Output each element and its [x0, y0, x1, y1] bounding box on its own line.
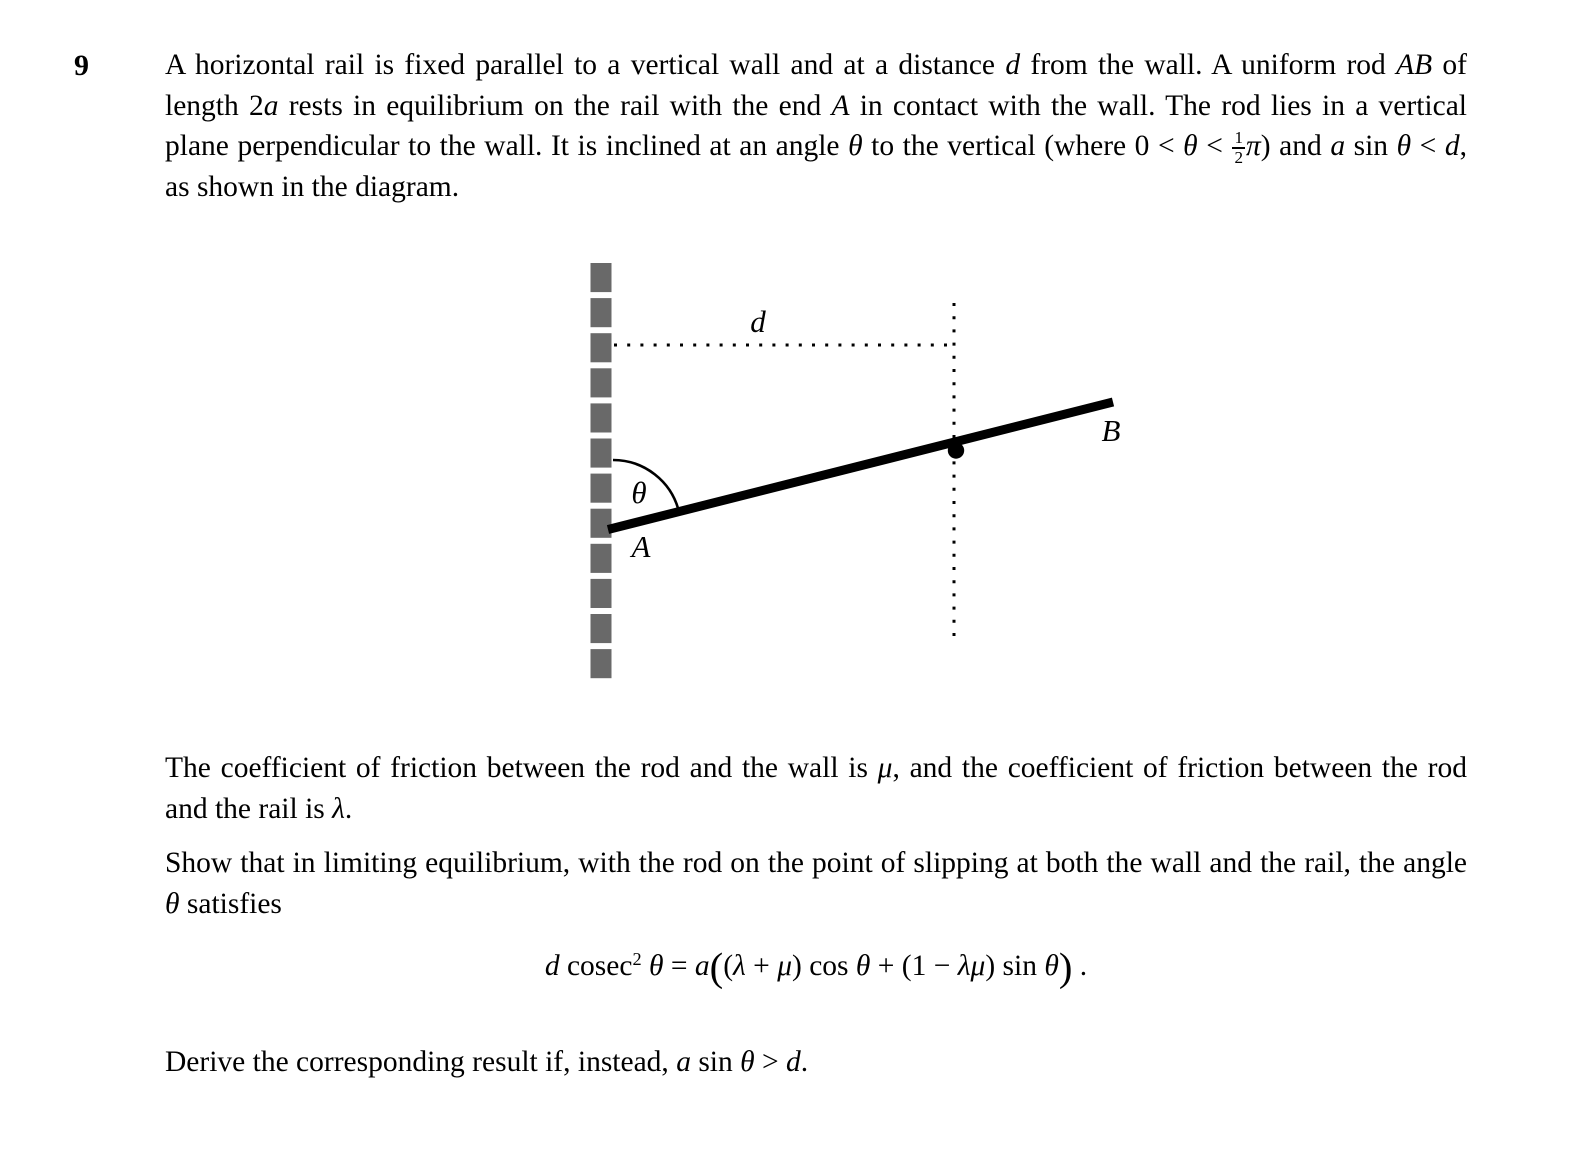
text-run: a: [263, 89, 279, 122]
text-run: λ: [332, 792, 345, 825]
wall-segment: [591, 439, 612, 468]
text-run: , as shown in the diagram.: [165, 130, 1468, 204]
text-run: ) cos: [792, 950, 856, 982]
text-run: to the vertical (where 0 <: [862, 130, 1184, 162]
text-run: <: [1411, 130, 1445, 162]
text-run: d: [1444, 130, 1460, 162]
wall-segment: [591, 368, 612, 397]
text-run: >: [754, 1046, 787, 1078]
text-run: θ: [855, 950, 871, 982]
text-run: .: [800, 1046, 809, 1078]
text-run: a: [1330, 130, 1346, 162]
text-run: ): [1058, 944, 1073, 990]
text-run: a: [676, 1046, 691, 1078]
text-run: ) sin: [985, 950, 1045, 982]
wall-segment: [591, 263, 612, 292]
text-run: λ: [733, 950, 746, 982]
end-b-label: B: [1101, 413, 1121, 448]
text-run: (: [723, 950, 734, 982]
text-run: in contact with the wall. The rod lies in a vertical plane perpendicular to the wall. It is inclined at an angle: [165, 89, 1467, 162]
show-paragraph: [165, 843, 1467, 924]
text-run: μ: [877, 752, 893, 784]
text-run: .: [344, 792, 353, 825]
wall-segment: [591, 298, 612, 327]
text-run: Show that in limiting equilibrium, with the rod on the point of slipping at both the wall and the rail, the angle: [165, 847, 1467, 879]
text-run: AB: [1396, 49, 1433, 81]
text-run: a: [694, 950, 710, 982]
text-run: θ: [1183, 130, 1198, 162]
text-run: $\frac{1}{2}$: [1234, 128, 1243, 168]
text-run: rests in equilibrium on the rail with the end: [278, 89, 832, 122]
text-run: A horizontal rail is fixed parallel to a vertical wall and at a distance: [165, 49, 1006, 81]
text-run: sin: [1345, 130, 1397, 162]
derive-paragraph: [165, 1042, 1467, 1083]
wall-segment: [591, 474, 612, 503]
text-run: +: [745, 950, 778, 982]
diagram: [555, 250, 1205, 690]
wall-segment: [591, 579, 612, 608]
text-run: The coefficient of friction between the rod and the wall is: [165, 752, 878, 784]
text-run: d: [1005, 49, 1021, 81]
text-run: + (1 −: [870, 950, 958, 982]
text-run: d: [544, 950, 560, 982]
distance-label: d: [750, 304, 766, 339]
wall-segment: [591, 614, 612, 643]
text-run: from the wall. A uniform rod: [1020, 49, 1397, 81]
text-run: Derive the corresponding result if, instead,: [165, 1046, 677, 1078]
text-run: θ: [740, 1046, 755, 1078]
display-equation: [165, 944, 1467, 990]
text-run: θ: [641, 950, 664, 982]
text-run: <: [1197, 130, 1232, 162]
rod-ab: [608, 402, 1113, 530]
wall-segment: [591, 509, 612, 538]
question-number: 9: [74, 49, 89, 82]
text-run: cosec: [559, 950, 633, 982]
friction-paragraph: [165, 748, 1467, 829]
text-run: d: [786, 1046, 801, 1078]
end-a-label: A: [631, 529, 651, 564]
rail-contact-dot: [948, 442, 964, 458]
wall-segment: [591, 649, 612, 678]
text-run: μ: [777, 950, 792, 982]
text-run: =: [663, 950, 695, 982]
wall-hatching: [591, 263, 612, 678]
wall-segment: [591, 544, 612, 573]
wall-segment: [591, 403, 612, 432]
text-run: θ: [1044, 950, 1059, 982]
text-run: (: [709, 944, 724, 990]
text-run: sin: [690, 1046, 741, 1078]
text-run: θ: [165, 887, 180, 920]
text-run: λμ: [957, 950, 986, 982]
text-run: θ: [1396, 130, 1412, 162]
intro-paragraph: [165, 45, 1467, 208]
text-run: , and the coefficient of friction between the rod and the rail is: [165, 752, 1467, 825]
text-run: satisfies: [179, 887, 282, 920]
text-run: of length 2: [165, 49, 1468, 122]
text-run: ) and: [1260, 130, 1331, 162]
text-run: A: [831, 89, 850, 122]
angle-label: θ: [631, 475, 647, 510]
text-run: π: [1246, 130, 1261, 162]
text-run: 2: [632, 948, 642, 969]
text-run: θ: [848, 130, 863, 162]
text-run: .: [1072, 950, 1088, 982]
wall-segment: [591, 333, 612, 362]
